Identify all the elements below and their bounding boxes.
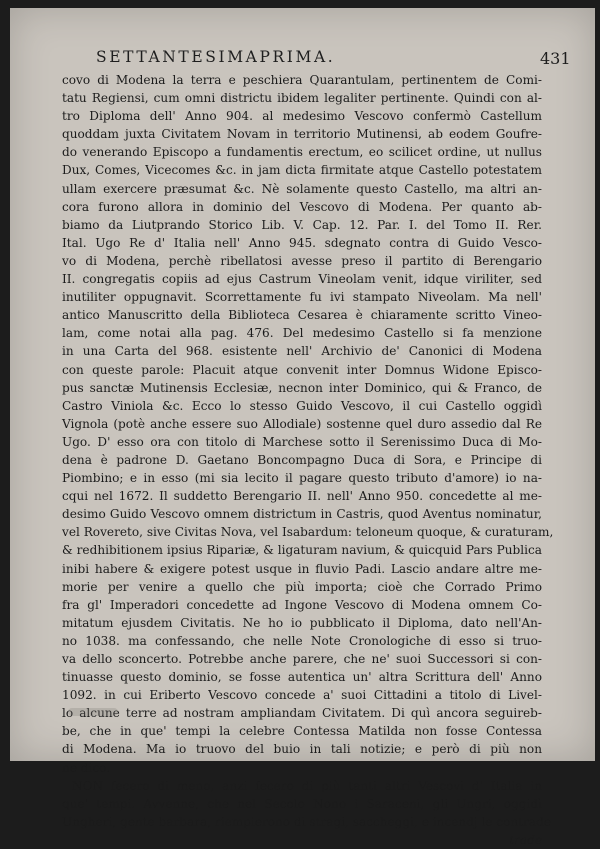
text-line: Ungheri, gente barbara, riempierono di stragi, saccheggi, e incendj le contrade bbox=[62, 814, 551, 829]
text-line: desimo Guido Vescovo omnem districtum in Castris, quod Aventus nominatur, bbox=[62, 507, 542, 522]
ink-smudge bbox=[68, 708, 118, 716]
text-line: & redhibitionem ipsius Ripariæ, & ligaturam navium, & quicquid Pars Publica bbox=[62, 543, 542, 558]
text-line: di Modena. Ma io truovo del buio in tali notizie; e però di più non bbox=[62, 742, 542, 757]
text-line: fra gl' Imperadori concedette ad Ingone Vescovo di Modena omnem Co- bbox=[62, 597, 542, 612]
text-line: biamo da Liutprando Storico Lib. V. Cap. 12. Par. I. del Tomo II. Rer. bbox=[62, 217, 542, 232]
text-line: 1092. in cui Eriberto Vescovo concede a' suoi Cittadini a titolo di Livel- bbox=[62, 688, 542, 703]
text-line: va dello sconcerto. Potrebbe anche parere, che ne' suoi Successori si con- bbox=[62, 652, 542, 666]
running-head: SETTANTESIMAPRIMA. bbox=[96, 48, 336, 66]
text-line: dena è padrone D. Gaetano Boncompagno Duca di Sora, e Principe di bbox=[62, 452, 542, 467]
text-line: vel Rovereto, sive Civitas Nova, vel Isabardum: teloneum quoque, & curaturam, bbox=[62, 525, 554, 540]
text-line: Castro Viniola &c. Ecco lo stesso Guido Vescovo, il cui Castello oggidì bbox=[62, 398, 542, 413]
text-line: inutiliter oppugnavit. Scorrettamente fu ivi stampato Niveolam. Ma nell' bbox=[62, 290, 542, 305]
text-line: ne dico. bbox=[62, 760, 111, 775]
text-line: Piombino; e in esso (mi sia lecito il pagare questo tributo d'amore) io na- bbox=[62, 471, 542, 486]
text-line: lo alcune terre ad nostram ampliandam Civitatem. Di quì ancora seguireb- bbox=[62, 706, 542, 721]
text-line: Dux, Comes, Vicecomes &c. in jam dicta firmitate atque Castello potestatem bbox=[62, 163, 542, 178]
text-line: pus sanctæ Mutinensis Ecclesiæ, necnon inter Dominico, qui & Franco, de bbox=[62, 380, 542, 395]
text-line: ullam exercere præsumat &c. Nè solamente questo Castello, ma altri an- bbox=[62, 181, 542, 196]
text-line: con queste parole: Placuit atque convenit inter Domnus Widone Episco- bbox=[62, 362, 542, 377]
text-line: cqui nel 1672. Il suddetto Berengario II. nell' Anno 950. concedette al me- bbox=[62, 489, 542, 504]
catchword: trade bbox=[509, 832, 542, 847]
text-line: quoddam juxta Civitatem Novam in territorio Mutinensi, ab eodem Goufre- bbox=[62, 127, 542, 142]
text-line: morie per venire a quello che più importa; cioè che Corrado Primo bbox=[62, 579, 542, 594]
text-line: lam, come notai alla pag. 476. Del medesimo Castello si fa menzione bbox=[62, 326, 542, 341]
text-line: mitatum ejusdem Civitatis. Ne ho io pubblicato il Diploma, dato nell'An- bbox=[62, 615, 542, 630]
book-page bbox=[10, 8, 595, 847]
page-number: 431 bbox=[540, 49, 571, 68]
text-line: no 1038. ma confessando, che nelle Note Cronologiche di esso si truo- bbox=[62, 633, 542, 648]
text-line: tro Diploma dell' Anno 904. al medesimo Vescovo confermò Castellum bbox=[62, 109, 542, 124]
text-line: NON fecero di meno, anzi fecero di più tanti altri Vescovi d' Italia in bbox=[72, 778, 542, 793]
text-line: Vignola (potè anche essere suo Allodiale) sostenne quel duro assedio dal Re bbox=[62, 416, 542, 431]
text-line: Ital. Ugo Re d' Italia nell' Anno 945. sdegnato contra di Guido Vesco- bbox=[62, 235, 542, 250]
text-line: tatu Regiensi, cum omni districtu ibidem legaliter pertinente. Quindi con al- bbox=[62, 91, 542, 106]
text-line: tinuasse questo dominio, se fosse autentica un' altra Scrittura dell' Anno bbox=[62, 670, 542, 685]
text-line: be, che in que' tempi la celebre Contessa Matilda non fosse Contessa bbox=[62, 724, 542, 739]
body-text bbox=[62, 71, 554, 849]
text-line: do venerando Episcopo a fundamentis erectum, eo scilicet ordine, ut nullus bbox=[62, 145, 542, 160]
text-line: in una Carta del 968. esistente nell' Archivio de' Canonici di Modena bbox=[62, 344, 542, 359]
text-line: II. congregatis copiis ad ejus Castrum Vineolam venit, idque viriliter, sed bbox=[62, 272, 542, 287]
text-line: Ugo. D' esso ora con titolo di Marchese sotto il Serenissimo Duca di Mo- bbox=[62, 434, 542, 449]
text-line: que' tempi. Avvenne, che nel Secolo Nono i Saraceni, gli Ungri, oggidì bbox=[62, 796, 542, 811]
text-line: cora furono allora in dominio del Vescovo di Modena. Per quanto ab- bbox=[62, 199, 542, 214]
text-line: inibi habere & exigere potest usque in fluvio Padi. Lascio andare altre me- bbox=[62, 561, 542, 576]
text-line: covo di Modena la terra e peschiera Quarantulam, pertinentem de Comi- bbox=[62, 73, 542, 87]
text-line: antico Manuscritto della Biblioteca Cesarea è chiaramente scritto Vineo- bbox=[62, 308, 542, 323]
text-line: vo di Modena, perchè ribellatosi avesse preso il partito di Berengario bbox=[62, 253, 542, 268]
